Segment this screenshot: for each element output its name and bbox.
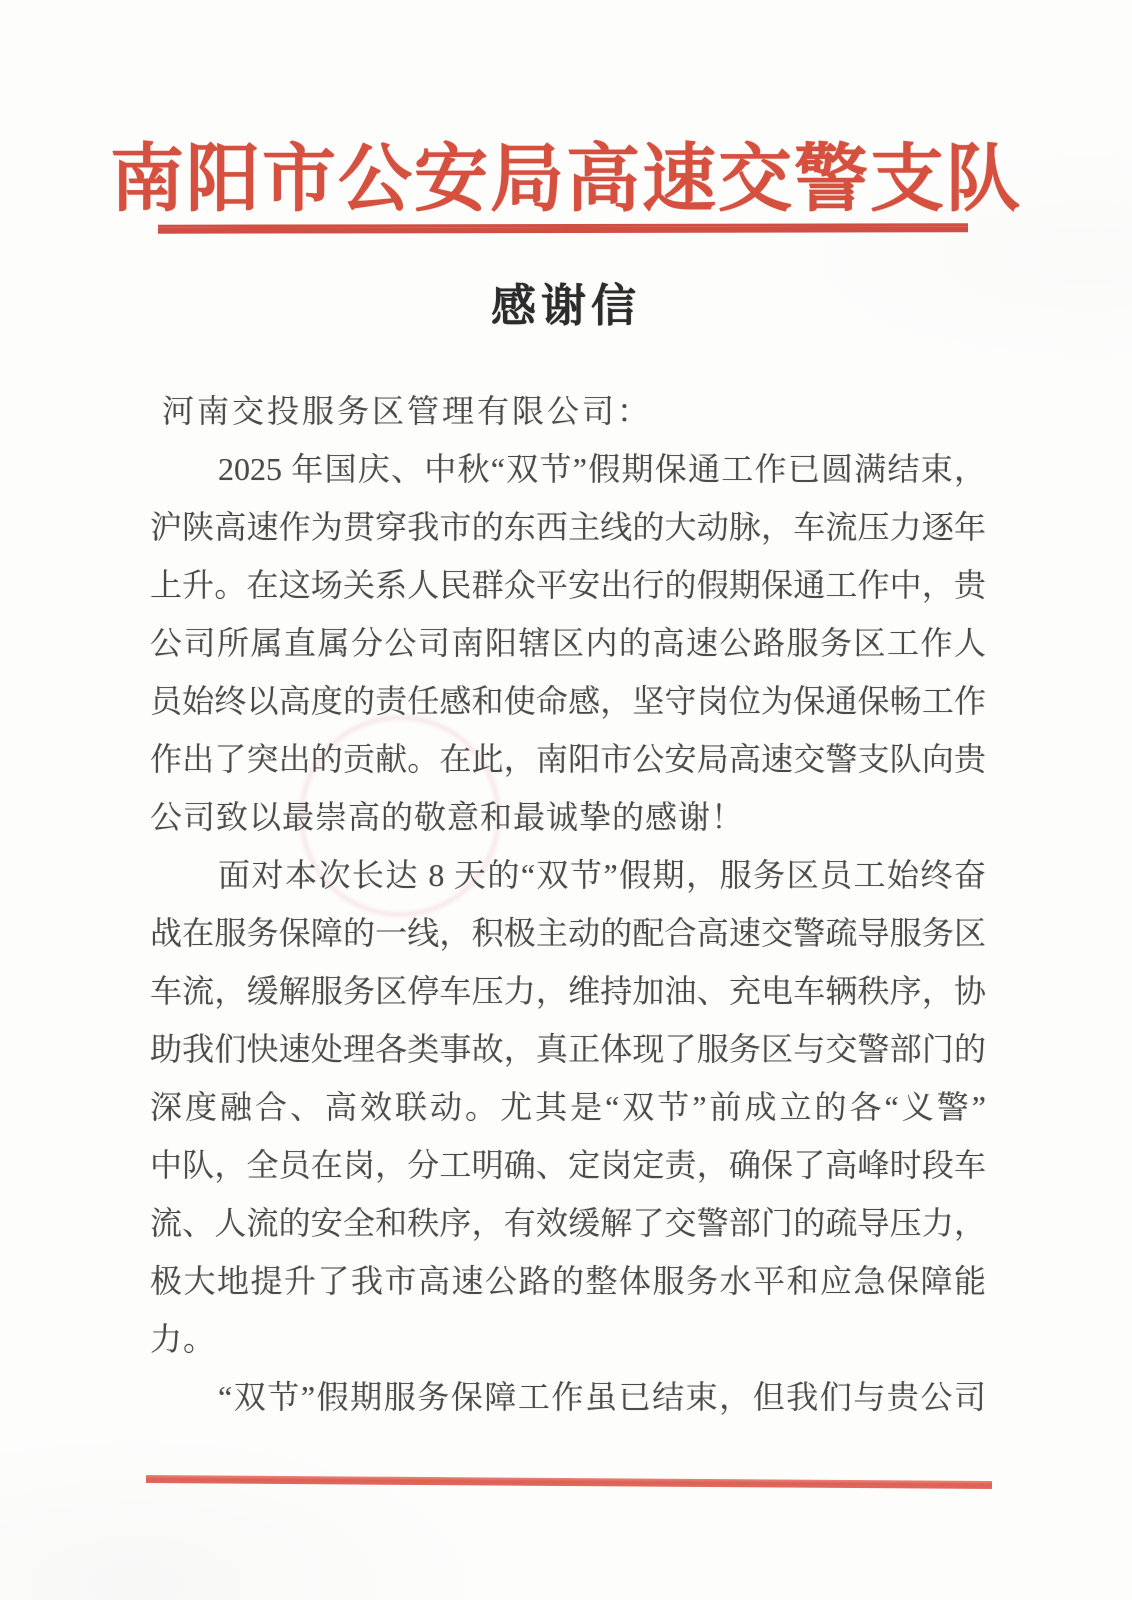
body-line-10: 战在服务保障的一线，积极主动的配合高速交警疏导服务区 bbox=[150, 915, 986, 951]
body-line-16: 极大地提升了我市高速公路的整体服务水平和应急保障能 bbox=[150, 1263, 986, 1299]
body-line-12: 助我们快速处理各类事故，真正体现了服务区与交警部门的 bbox=[150, 1031, 986, 1067]
body-line-2: 2025 年国庆、中秋“双节”假期保通工作已圆满结束， bbox=[218, 451, 986, 487]
body-line-7: 作出了突出的贡献。在此，南阳市公安局高速交警支队向贵 bbox=[150, 741, 986, 777]
body-line-17: 力。 bbox=[150, 1321, 217, 1357]
body-line-13: 深度融合、高效联动。尤其是“双节”前成立的各“义警” bbox=[150, 1089, 986, 1125]
body-line-3: 沪陕高速作为贯穿我市的东西主线的大动脉，车流压力逐年 bbox=[150, 509, 986, 545]
body-line-6: 员始终以高度的责任感和使命感，坚守岗位为保通保畅工作 bbox=[150, 683, 986, 719]
letter-body bbox=[150, 382, 986, 1426]
letterhead-double-rule bbox=[158, 223, 968, 233]
body-line-9: 面对本次长达 8 天的“双节”假期，服务区员工始终奋 bbox=[218, 857, 986, 893]
body-line-11: 车流，缓解服务区停车压力，维持加油、充电车辆秩序，协 bbox=[150, 973, 986, 1009]
document-title: 感谢信 bbox=[490, 281, 641, 331]
letterhead-agency-title: 南阳市公安局高速交警支队 bbox=[110, 139, 1022, 221]
salutation-line: 河南交投服务区管理有限公司： bbox=[162, 393, 653, 429]
body-line-4: 上升。在这场关系人民群众平安出行的假期保通工作中，贵 bbox=[150, 567, 986, 603]
body-line-8: 公司致以最崇高的敬意和最诚挚的感谢！ bbox=[150, 799, 745, 835]
body-line-5: 公司所属直属分公司南阳辖区内的高速公路服务区工作人 bbox=[150, 625, 986, 661]
body-line-18: “双节”假期服务保障工作虽已结束，但我们与贵公司 bbox=[218, 1379, 986, 1415]
body-line-15: 流、人流的安全和秩序，有效缓解了交警部门的疏导压力， bbox=[150, 1205, 986, 1241]
footer-red-rule bbox=[146, 1475, 992, 1489]
body-line-14: 中队，全员在岗，分工明确、定岗定责，确保了高峰时段车 bbox=[150, 1147, 986, 1183]
